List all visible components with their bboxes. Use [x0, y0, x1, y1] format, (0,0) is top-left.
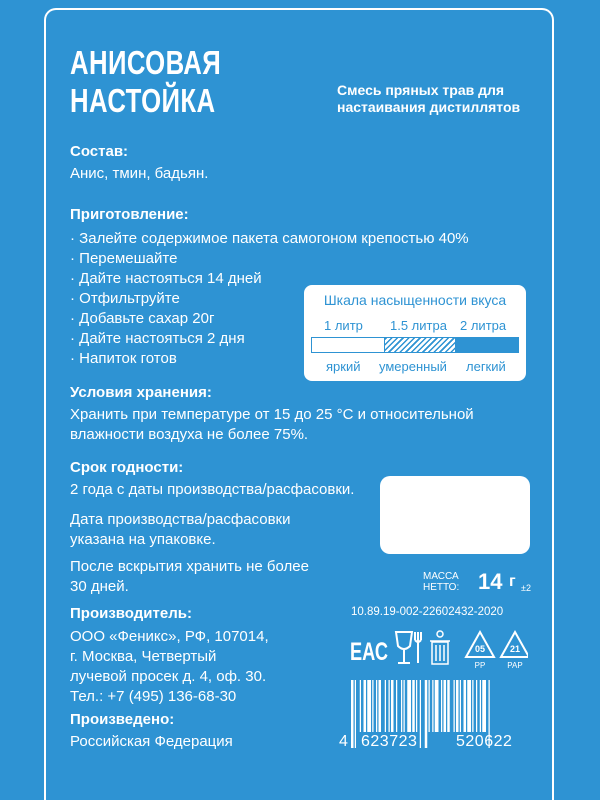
scale-level: яркий	[326, 359, 361, 374]
composition-text: Анис, тмин, бадьян.	[70, 165, 209, 182]
shelf-life-heading: Срок годности:	[70, 459, 184, 476]
barcode-bar	[482, 680, 486, 732]
barcode-bar	[364, 680, 367, 732]
food-contact-icon	[396, 632, 421, 663]
taste-scale	[304, 285, 526, 381]
after-opening-note: После вскрытия хранить не более 30 дней.	[70, 558, 309, 595]
net-mass-tolerance: ±2	[521, 583, 531, 593]
manufacturer-heading: Производитель:	[70, 605, 192, 622]
barcode-bar	[432, 680, 433, 732]
production-date-note: Дата производства/расфасовки указана на упаковке.	[70, 511, 291, 548]
svg-text:21: 21	[509, 644, 521, 654]
barcode-bar	[355, 680, 356, 748]
barcode-bar	[435, 680, 439, 732]
certification-marks	[348, 628, 528, 673]
barcode-bar	[396, 680, 397, 732]
recycle-pap-icon	[501, 632, 528, 670]
net-mass-unit: г	[509, 573, 516, 590]
net-mass-label: МАССА НЕТТО:	[423, 571, 460, 593]
barcode-bar	[351, 680, 354, 748]
composition-heading: Состав:	[70, 143, 129, 160]
barcode-bar	[376, 680, 377, 732]
manufacturer-address: ООО «Феникс», РФ, 107014, г. Москва, Четвертый лучевой просек д. 4, оф. 30. Тел.: +7 (495) 136-68-30	[70, 628, 269, 705]
barcode-bar	[389, 680, 390, 732]
barcode-bar	[401, 680, 402, 732]
barcode-bar	[454, 680, 455, 732]
scale-volume: 1 литр	[324, 318, 363, 333]
product-code: 10.89.19-002-22602432-2020	[351, 606, 504, 618]
barcode-bar	[441, 680, 442, 732]
product-title: АНИСОВАЯ НАСТОЙКА	[70, 44, 222, 119]
barcode-bar	[420, 680, 421, 748]
barcode-bar	[416, 680, 417, 732]
made-in-country: Российская Федерация	[70, 733, 233, 750]
barcode-bar	[476, 680, 477, 732]
net-mass-value: 14	[478, 569, 503, 594]
barcode-bar	[379, 680, 382, 732]
barcode-bar	[412, 680, 415, 732]
barcode-bar	[407, 680, 411, 732]
barcode-bar	[480, 680, 481, 732]
preparation-heading: Приготовление:	[70, 206, 189, 223]
scale-segment-light	[455, 338, 518, 352]
shelf-life-text: 2 года с даты производства/расфасовки.	[70, 481, 355, 498]
recycle-pp-icon	[466, 632, 494, 670]
svg-text:PP: PP	[474, 661, 486, 670]
preparation-step: · Добавьте сахар 20г	[70, 310, 215, 327]
barcode-bar	[367, 680, 371, 732]
barcode-bar	[404, 680, 405, 732]
barcode-bar	[385, 680, 386, 732]
taste-scale-bar	[311, 337, 519, 353]
barcode-bar	[360, 680, 361, 732]
storage-heading: Условия хранения:	[70, 384, 212, 401]
scale-volume: 1.5 литра	[390, 318, 447, 333]
preparation-step: · Дайте настояться 14 дней	[70, 270, 262, 287]
scale-segment-moderate	[384, 338, 455, 352]
barcode-bar	[429, 680, 430, 732]
svg-text:PAP: PAP	[507, 661, 523, 670]
eac-icon: ЕАС	[350, 638, 388, 666]
scale-level: легкий	[466, 359, 506, 374]
product-subtitle: Смесь пряных трав для настаивания дистиллятов	[337, 82, 521, 115]
barcode-bar	[447, 680, 450, 732]
made-in-heading: Произведено:	[70, 711, 175, 728]
preparation-step: · Залейте содержимое пакета самогоном крепостью 40%	[70, 230, 469, 247]
barcode-digits: 520622	[456, 733, 513, 750]
preparation-step: · Напиток готов	[70, 350, 177, 367]
storage-text: Хранить при температуре от 15 до 25 °C и относительной влажности воздуха не более 75%.	[70, 406, 474, 443]
barcode-digits: 623723	[361, 733, 418, 750]
svg-text:05: 05	[474, 644, 486, 654]
taste-scale-title: Шкала насыщенности вкуса	[323, 292, 507, 308]
preparation-step: · Отфильтруйте	[70, 290, 180, 307]
scale-volume: 2 литра	[460, 318, 507, 333]
scale-segment-bright	[312, 338, 384, 352]
barcode-bar	[391, 680, 394, 732]
barcode-digit: 4	[339, 733, 349, 750]
date-stamp-area	[380, 476, 530, 554]
barcode-bar	[460, 680, 461, 732]
barcode-bar	[372, 680, 373, 732]
preparation-step: · Перемешайте	[70, 250, 178, 267]
preparation-step: · Дайте настояться 2 дня	[70, 330, 245, 347]
barcode-bar	[464, 680, 467, 732]
trash-bin-icon	[430, 631, 450, 664]
barcode-bar	[472, 680, 473, 732]
barcode-bar	[456, 680, 459, 732]
barcode-bar	[425, 680, 428, 748]
scale-level: умеренный	[379, 359, 447, 374]
barcode-bar	[467, 680, 471, 732]
barcode-bar	[444, 680, 447, 732]
